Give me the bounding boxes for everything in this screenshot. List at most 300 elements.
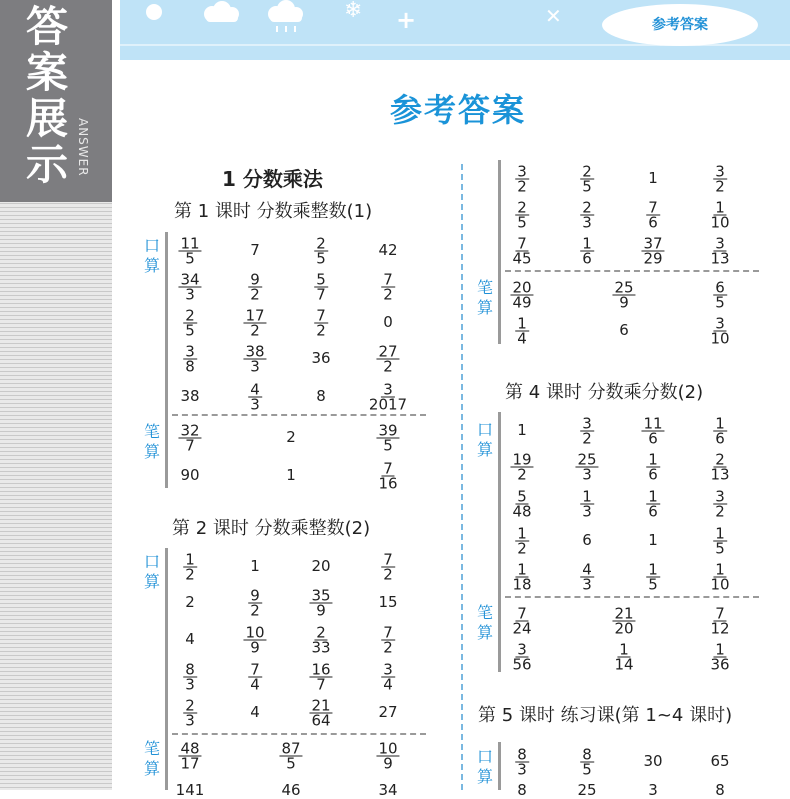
- denominator: 2: [250, 601, 260, 620]
- denominator: 13: [710, 465, 730, 484]
- bracket-line: [165, 232, 168, 488]
- answer-value: [646, 199, 660, 230]
- fraction: [510, 640, 533, 674]
- denominator: 20: [614, 619, 634, 638]
- numerator: 3: [383, 660, 393, 679]
- answer-value: 6: [619, 321, 629, 339]
- numerator: 1: [517, 314, 527, 333]
- denominator: 5: [517, 213, 527, 232]
- cloud-icon: [204, 1, 239, 22]
- answer-value: [646, 451, 660, 482]
- answer-value: [646, 561, 660, 592]
- numerator: 3: [715, 314, 725, 333]
- fraction: [708, 640, 731, 674]
- numerator: 1: [582, 234, 592, 253]
- denominator: 5: [185, 249, 195, 268]
- dashed-separator: [505, 596, 759, 598]
- sun-icon: [146, 4, 162, 20]
- fraction: [314, 234, 328, 268]
- answer-value: [376, 422, 399, 453]
- bracket-line: [165, 548, 168, 790]
- numerator: 34: [180, 270, 200, 289]
- denominator: 10: [710, 329, 730, 348]
- answer-value: 2: [286, 428, 296, 446]
- denominator: 6: [648, 465, 658, 484]
- answer-value: 4: [185, 630, 195, 648]
- fraction: [515, 198, 529, 232]
- denominator: 2: [250, 285, 260, 304]
- answer-value: 65: [710, 752, 730, 770]
- answer-value: [641, 235, 664, 266]
- numerator: 20: [512, 278, 532, 297]
- answer-value: [314, 235, 328, 266]
- denominator: 5: [582, 760, 592, 779]
- fraction: [713, 162, 727, 196]
- denominator: 64: [311, 711, 331, 730]
- bisuan-label: 笔算: [476, 603, 493, 642]
- answer-value: 8: [316, 387, 326, 405]
- fraction: [243, 342, 266, 376]
- denominator: 45: [512, 249, 532, 268]
- answer-value: [248, 381, 262, 412]
- fraction: [708, 560, 731, 594]
- numerator: 2: [185, 696, 195, 715]
- fraction: [580, 198, 594, 232]
- denominator: 48: [512, 502, 532, 521]
- numerator: 11: [180, 234, 200, 253]
- numerator: 7: [383, 623, 393, 642]
- answer-value: [713, 488, 727, 519]
- answer-value: [314, 271, 328, 302]
- answer-value: [309, 697, 332, 728]
- numerator: 37: [643, 234, 663, 253]
- answer-value: [510, 561, 533, 592]
- answer-value: 0: [383, 313, 393, 331]
- numerator: 7: [316, 306, 326, 325]
- answer-value: 4: [250, 703, 260, 721]
- fraction: [510, 560, 533, 594]
- lesson-5-title: 第 5 课时 练习课(第 1~4 课时): [478, 705, 733, 726]
- answer-value: [708, 605, 731, 636]
- denominator: 4: [383, 675, 393, 694]
- fraction: [708, 234, 731, 268]
- fraction: [713, 278, 727, 312]
- numerator: 3: [715, 487, 725, 506]
- denominator: 17: [180, 754, 200, 773]
- answer-value: [510, 279, 533, 310]
- answer-value: [248, 271, 262, 302]
- answer-value: 7: [250, 241, 260, 259]
- answer-value: [612, 279, 635, 310]
- fraction: [243, 306, 266, 340]
- answer-value: [381, 551, 395, 582]
- denominator: 13: [710, 249, 730, 268]
- denominator: 8: [185, 357, 195, 376]
- fraction: [309, 696, 332, 730]
- denominator: 56: [512, 655, 532, 674]
- fraction: [248, 270, 262, 304]
- answer-value: [183, 697, 197, 728]
- numerator: 2: [517, 198, 527, 217]
- denominator: 6: [715, 429, 725, 448]
- answer-value: 30: [643, 752, 663, 770]
- answer-value: [243, 343, 266, 374]
- fraction: [646, 560, 660, 594]
- answer-value: [243, 624, 266, 655]
- denominator: 14: [614, 655, 634, 674]
- numerator: 1: [715, 198, 725, 217]
- answer-value: [183, 307, 197, 338]
- denominator: 2: [517, 177, 527, 196]
- denominator: 3: [582, 213, 592, 232]
- fraction: [178, 739, 201, 773]
- numerator: 3: [582, 414, 592, 433]
- answer-value: [243, 307, 266, 338]
- numerator: 2: [582, 198, 592, 217]
- denominator: 9: [383, 754, 393, 773]
- numerator: 4: [250, 380, 260, 399]
- denominator: 6: [648, 502, 658, 521]
- numerator: 7: [517, 604, 527, 623]
- denominator: 2: [715, 502, 725, 521]
- answer-value: [708, 235, 731, 266]
- fraction: [646, 198, 660, 232]
- fraction: [183, 342, 197, 376]
- numerator: 1: [715, 414, 725, 433]
- answer-value: 20: [311, 557, 331, 575]
- answer-value: [376, 740, 399, 771]
- fraction: [178, 421, 201, 455]
- fraction: [178, 270, 201, 304]
- answer-value: 25: [577, 781, 597, 799]
- answer-value: [381, 661, 395, 692]
- denominator: 18: [512, 575, 532, 594]
- numerator: 7: [383, 270, 393, 289]
- answer-value: 34: [378, 781, 398, 799]
- numerator: 2: [715, 450, 725, 469]
- answer-value: [309, 624, 332, 655]
- fraction: [376, 421, 399, 455]
- denominator: 3: [185, 285, 195, 304]
- numerator: 2: [582, 162, 592, 181]
- numerator: 16: [311, 660, 331, 679]
- numerator: 2: [185, 306, 195, 325]
- fraction: [515, 162, 529, 196]
- kousuan-label: 口算: [476, 747, 493, 786]
- denominator: 2: [582, 429, 592, 448]
- answer-value: 90: [180, 466, 200, 484]
- answer-value: [510, 641, 533, 672]
- denominator: 49: [512, 293, 532, 312]
- denominator: 5: [316, 249, 326, 268]
- fraction: [708, 450, 731, 484]
- denominator: 3: [582, 575, 592, 594]
- denominator: 5: [286, 754, 296, 773]
- answer-value: 38: [180, 387, 200, 405]
- fraction: [376, 342, 399, 376]
- fraction: [314, 270, 328, 304]
- numerator: 1: [715, 560, 725, 579]
- numerator: 2: [316, 623, 326, 642]
- kousuan-label: 口算: [143, 236, 160, 275]
- fraction: [708, 198, 731, 232]
- bisuan-label: 笔算: [143, 422, 160, 461]
- page-title: 参考答案: [389, 91, 526, 129]
- fraction: [713, 487, 727, 521]
- answer-value: 15: [378, 593, 398, 611]
- kousuan-label: 口算: [476, 420, 493, 459]
- numerator: 87: [281, 739, 301, 758]
- denominator: 29: [643, 249, 663, 268]
- fraction: [510, 450, 533, 484]
- numerator: 19: [512, 450, 532, 469]
- answer-value: [178, 740, 201, 771]
- answer-value: 42: [378, 241, 398, 259]
- denominator: 3: [582, 465, 592, 484]
- answer-value: [314, 307, 328, 338]
- denominator: 2: [517, 539, 527, 558]
- answer-value: [713, 415, 727, 446]
- answer-value: 3: [648, 781, 658, 799]
- answer-value: 1: [648, 531, 658, 549]
- answer-value: [248, 661, 262, 692]
- denominator: 5: [715, 293, 725, 312]
- numerator: 27: [378, 342, 398, 361]
- denominator: 2: [316, 321, 326, 340]
- rain-cloud-icon: [268, 0, 303, 32]
- fraction: [580, 234, 594, 268]
- answer-value: [708, 561, 731, 592]
- answer-value: 6: [582, 531, 592, 549]
- denominator: 9: [250, 638, 260, 657]
- answer-value: [279, 740, 302, 771]
- answer-value: [580, 488, 594, 519]
- denominator: 2: [250, 321, 260, 340]
- fraction: [183, 550, 197, 584]
- denominator: 24: [512, 619, 532, 638]
- numerator: 8: [517, 745, 527, 764]
- answer-value: [515, 525, 529, 556]
- answer-value: 2: [185, 593, 195, 611]
- numerator: 21: [311, 696, 331, 715]
- numerator: 5: [316, 270, 326, 289]
- fraction: [243, 623, 266, 657]
- denominator: 5: [648, 575, 658, 594]
- answer-value: [580, 163, 594, 194]
- numerator: 3: [517, 640, 527, 659]
- answer-value: [510, 605, 533, 636]
- denominator: 3: [185, 675, 195, 694]
- numerator: 25: [614, 278, 634, 297]
- denominator: 2: [517, 465, 527, 484]
- side-title: 答 案 展 示: [25, 2, 68, 189]
- fraction: [381, 270, 395, 304]
- denominator: 6: [648, 429, 658, 448]
- answer-value: [376, 343, 399, 374]
- answer-value: 1: [517, 421, 527, 439]
- answer-value: [575, 451, 598, 482]
- answer-value: [580, 199, 594, 230]
- denominator: 5: [185, 321, 195, 340]
- denominator: 10: [710, 575, 730, 594]
- numerator: 1: [648, 450, 658, 469]
- denominator: 12: [710, 619, 730, 638]
- answer-value: [641, 415, 664, 446]
- fraction: [580, 560, 594, 594]
- dashed-separator: [505, 270, 759, 272]
- numerator: 9: [250, 270, 260, 289]
- answer-value: 36: [311, 349, 331, 367]
- side-english: ANSWER: [76, 118, 90, 177]
- numerator: 1: [517, 560, 527, 579]
- bracket-line: [498, 412, 501, 672]
- numerator: 7: [648, 198, 658, 217]
- answer-value: [708, 199, 731, 230]
- numerator: 7: [715, 604, 725, 623]
- numerator: 6: [715, 278, 725, 297]
- fraction: [580, 745, 594, 779]
- answer-value: 141: [175, 781, 205, 799]
- answer-value: 1: [250, 557, 260, 575]
- fraction: [612, 278, 635, 312]
- numerator: 48: [180, 739, 200, 758]
- answer-value: [248, 587, 262, 618]
- numerator: 38: [245, 342, 265, 361]
- fraction: [309, 623, 332, 657]
- answer-value: [708, 315, 731, 346]
- denominator: 36: [710, 655, 730, 674]
- denominator: 4: [517, 329, 527, 348]
- fraction: [580, 487, 594, 521]
- fraction: [713, 524, 727, 558]
- answer-value: [515, 163, 529, 194]
- denominator: 2: [383, 638, 393, 657]
- fraction: [708, 314, 731, 348]
- fraction: [367, 380, 409, 414]
- fraction: [515, 314, 529, 348]
- fraction: [580, 414, 594, 448]
- numerator: 35: [311, 586, 331, 605]
- numerator: 3: [517, 162, 527, 181]
- denominator: 9: [619, 293, 629, 312]
- numerator: 7: [383, 459, 393, 478]
- numerator: 1: [517, 524, 527, 543]
- fraction: [381, 660, 395, 694]
- answer-value: [713, 163, 727, 194]
- dashed-separator: [172, 414, 426, 416]
- dashed-separator: [172, 733, 426, 735]
- numerator: 1: [619, 640, 629, 659]
- denominator: 5: [383, 436, 393, 455]
- denominator: 16: [378, 474, 398, 493]
- fraction: [612, 604, 635, 638]
- denominator: 3: [185, 711, 195, 730]
- numerator: 7: [250, 660, 260, 679]
- numerator: 7: [383, 550, 393, 569]
- denominator: 7: [316, 285, 326, 304]
- answer-value: [713, 279, 727, 310]
- denominator: 2: [383, 357, 393, 376]
- answer-value: [183, 343, 197, 374]
- fraction: [510, 604, 533, 638]
- answer-value: [178, 422, 201, 453]
- fraction: [515, 745, 529, 779]
- fraction: [183, 696, 197, 730]
- fraction: [713, 414, 727, 448]
- answer-value: [510, 235, 533, 266]
- bracket-line: [498, 160, 501, 344]
- denominator: 2: [715, 177, 725, 196]
- fraction: [178, 234, 201, 268]
- numerator: 10: [378, 739, 398, 758]
- fraction: [510, 487, 533, 521]
- numerator: 8: [185, 660, 195, 679]
- numerator: 1: [582, 487, 592, 506]
- denominator: 33: [311, 638, 331, 657]
- numerator: 1: [648, 487, 658, 506]
- answer-value: [183, 661, 197, 692]
- numerator: 2: [316, 234, 326, 253]
- fraction: [309, 586, 332, 620]
- cross-icon: ✕: [545, 4, 562, 28]
- numerator: 11: [643, 414, 663, 433]
- answer-value: [646, 488, 660, 519]
- lesson-1-title: 第 1 课时 分数乘整数(1): [174, 201, 373, 222]
- denominator: 3: [250, 357, 260, 376]
- fraction: [612, 640, 635, 674]
- answer-value: 1: [648, 169, 658, 187]
- fraction: [646, 487, 660, 521]
- answer-value: [178, 235, 201, 266]
- denominator: 6: [582, 249, 592, 268]
- fraction: [515, 524, 529, 558]
- chapter-title: 1 分数乘法: [222, 167, 323, 191]
- answer-value: [515, 746, 529, 777]
- snowflake-icon: ❄: [344, 0, 363, 23]
- column-divider: [461, 164, 463, 790]
- fraction: [646, 450, 660, 484]
- numerator: 8: [582, 745, 592, 764]
- numerator: 1: [715, 524, 725, 543]
- numerator: 1: [715, 640, 725, 659]
- numerator: 10: [245, 623, 265, 642]
- answer-value: [708, 641, 731, 672]
- answer-value: [309, 661, 332, 692]
- answer-value: [178, 271, 201, 302]
- numerator: 17: [245, 306, 265, 325]
- numerator: 21: [614, 604, 634, 623]
- kousuan-label: 口算: [143, 552, 160, 591]
- denominator: 2: [185, 565, 195, 584]
- answer-value: [515, 315, 529, 346]
- denominator: 7: [185, 436, 195, 455]
- answer-value: [515, 199, 529, 230]
- answer-value: [381, 624, 395, 655]
- numerator: 3: [715, 162, 725, 181]
- fraction: [248, 660, 262, 694]
- denominator: 6: [648, 213, 658, 232]
- answer-value: [367, 381, 409, 412]
- denominator: 3: [582, 502, 592, 521]
- lesson-2-title: 第 2 课时 分数乘整数(2): [172, 518, 371, 539]
- header-badge: 参考答案: [652, 17, 708, 33]
- fraction: [580, 162, 594, 196]
- numerator: 3: [383, 380, 393, 399]
- answer-value: 8: [517, 781, 527, 799]
- answer-value: 27: [378, 703, 398, 721]
- fraction: [248, 586, 262, 620]
- fraction: [309, 660, 332, 694]
